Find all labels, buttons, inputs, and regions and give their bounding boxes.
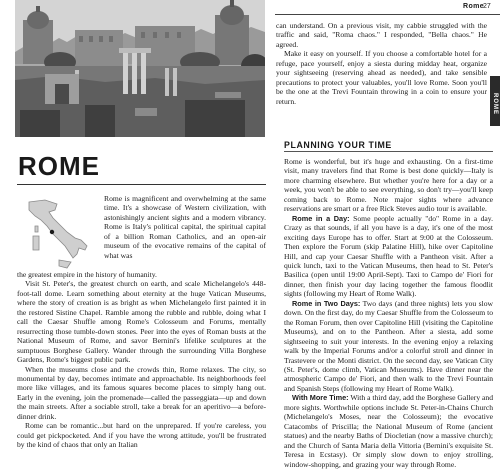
day1-lead: Rome in a Day:: [292, 213, 350, 223]
italy-map: [15, 196, 100, 276]
side-tab-label: ROME: [492, 93, 498, 115]
day2-text: Two days (and three nights) lets you slow down. On the first day, do my Caesar Shuffle from the Colosseum to the Roman Forum, then over Capitoline Hill (visiting the Capitoline Museums), and on to the Pantheon. After a siesta, add some sightseeing to suit your interests. In the evening enjoy a relaxing walk by the Imperial Forums and/or a colorful stroll and dinner in Trastevere or the Monti district. On the second day, see Vatican City (St. Peter's, dome climb, Vatican Museums). Have dinner near the atmospheric Campo de' Fiori, and then walk to the Trevi Fountain and Spanish Steps (following my Heart of Rome Walk).: [284, 298, 494, 393]
section-heading: PLANNING YOUR TIME: [284, 140, 392, 150]
left-paragraph-2: Visit St. Peter's, the greatest church on earth, and scale Michelangelo's 448-foot-tall dome. Learn something about eternity at the huge Vatican Museums, where the story of creation is as bright as when Michelangelo first painted it in the restored Sistine Chapel. Ramble among the rubble and rubble, doing what I call the Caesar Shuffle among Rome's Colosseum and Forums, mentally resurrecting those tumble-down stones. Peer into the eyes of Roman busts at the National Museum of Rome, and savor Bernini's lifelike sculptures at the sumptuous Borghese Gallery. Wander through the surrounding Villa Borghese Gardens, Rome's biggest public park.: [17, 279, 266, 365]
left-paragraph-4: Rome can be romantic...but hard on the unprepared. If you're careless, you could get pickpocketed. And if you have the wrong attitude, you'll be frustrated by the kind of chaos that only an Italian: [17, 421, 266, 450]
intro-text: [104, 194, 266, 260]
right-column-top: [276, 21, 487, 106]
left-paragraph-1: the greatest empire in the history of humanity.: [17, 270, 157, 279]
page-number: 27: [483, 3, 491, 10]
planning-day3: [284, 393, 493, 469]
planning-intro: Rome is wonderful, but it's huge and exhausting. On a first-time visit, many travelers find that Rome is best done quickly—Italy is more charming elsewhere. But whether you're here for a day or a week, you won't be able to see everything, so don't try—you'll keep coming back to Rome. Note major sights where advance reservations are smart or a free Rick Steves audio tour is available.: [284, 157, 493, 214]
header-rule: [275, 14, 500, 15]
day3-lead: With More Time:: [292, 393, 349, 403]
side-tab: [490, 76, 500, 126]
day2-lead: Rome in Two Days:: [292, 298, 361, 308]
forum-photo: [15, 0, 265, 137]
day3-text: With a third day, add the Borghese Gallery and more sights. Worthwhile options include St. Peter-in-Chains Church (Michelangelo's Moses, near the Colosseum); the evocative Catacombs of Priscilla; the National Museum of Rome (ancient statues) and the nearby Baths of Diocletian (now a massive church); and the Church of Santa Maria della Vittoria (Bernini's exquisite St. Teresa in Ecstasy). Or simply slow down to enjoy strolling, window-shopping, and grazing your way through Rome.: [284, 393, 493, 469]
planning-day2: [284, 299, 493, 394]
right-paragraph-2: Make it easy on yourself. If you choose a comfortable hotel for a refuge, pace yourself, enjoy a siesta during midday heat, organize your sightseeing (reserving ahead as needed), and take sensible precautions to protect your valuables, you'll love Rome. Soon you'll be the one at the Trevi Fountain throwing in a coin to ensure your return.: [276, 49, 487, 106]
page-title: ROME: [18, 151, 100, 181]
left-paragraph-3: When the museums close and the crowds thin, Rome relaxes. The city, so monumental by day, becomes intimate and approachable. Its neighborhoods feel more like villages, and its famous squares become places to simply hang out. Early in the evening, join the promenade—called the passeggiata—up and down the main streets. After a sociable stroll, take a break for an aperitivo—a before-dinner drink.: [17, 364, 266, 421]
planning-day1: [284, 214, 493, 299]
section-rule: [284, 151, 493, 152]
planning-text: [284, 157, 493, 469]
left-column: [17, 270, 266, 450]
intro-paragraph: Rome is magnificent and overwhelming at the same time. It's a showcase of Western civilization, with astonishingly ancient sights and a modern vibrancy. Rome is Italy's political capital, the spiritual capital of a billion Roman Catholics, and an open-air museum of the evocative remains of the capital of what was: [104, 194, 266, 260]
running-head: Rome: [463, 3, 485, 10]
right-paragraph-1: can understand. On a previous visit, my cabbie struggled with the traffic and said, "Roma chaos." I responded, "Bella chaos." He agreed.: [276, 21, 487, 49]
title-rule: [17, 184, 266, 185]
day1-text: Some people actually "do" Rome in a day. Crazy as that sounds, if all you have is a day, it's one of the most exciting days Europe has to offer. Start at 9:00 at the Colosseum. Then explore the Forum (skip Palatine Hill), hike over Capitoline Hill, and cap your Caesar Shuffle with a Pantheon visit. After a quick lunch, taxi to the Vatican Museums, then head to St. Peter's Basilica (open until 19:00 April-Sept). Taxi to Campo de' Fiori for dinner, then finish your day lacing together the famous floodlit sights (following my Heart of Rome Walk).: [284, 213, 493, 299]
